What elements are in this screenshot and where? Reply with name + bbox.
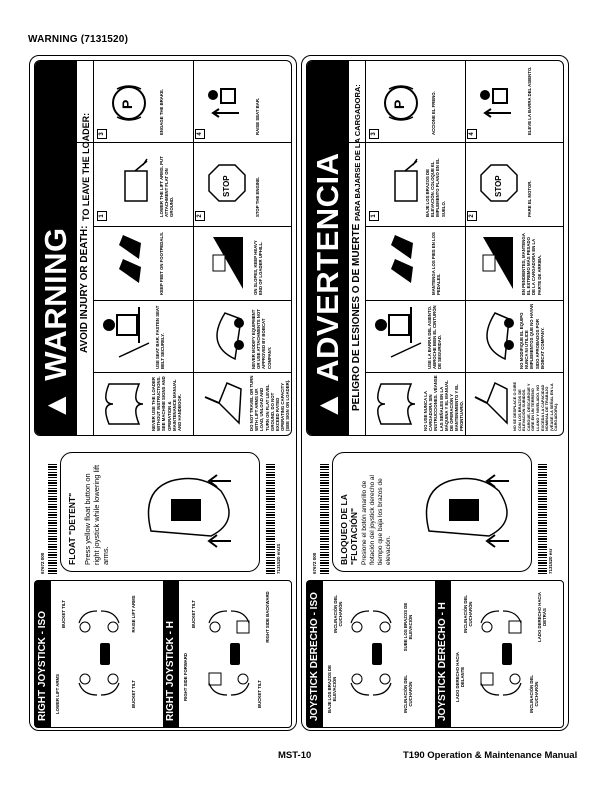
- modified-equipment-icon: [199, 307, 249, 365]
- float-panel: [60, 452, 260, 572]
- joystick-h-label: INCLINACIÓN DEL CUCHARÓN: [463, 595, 473, 633]
- foot-pedal-icon: [99, 233, 151, 293]
- warning-cell-text: USE LA BARRA DEL ASIENTO. ABROCHE BIEN EL CINTURÓN DE SEGURIDAD.: [427, 305, 443, 369]
- warning-cell-text: KEEP FEET ON FOOTPEDALS.: [159, 231, 164, 295]
- step-text: ACCIONE EL FRENO.: [431, 91, 436, 135]
- warning-cell-text: NEVER MODIFY EQUIPMENT OR USE ATTACHMENTS NOT APPROVED BY BOBCAT COMPANY.: [251, 309, 272, 369]
- warning-panel: [34, 60, 292, 436]
- barcode: [266, 464, 275, 574]
- joystick-h-label: RIGHT SIDE FORWARD: [183, 653, 188, 701]
- step-number: 1: [369, 211, 379, 221]
- step-text: ENGAGE THE BRAKE.: [159, 88, 164, 135]
- loader-tip-icon: [471, 375, 515, 429]
- barcode: [538, 464, 547, 574]
- step-text: STOP THE ENGINE.: [255, 176, 260, 217]
- joystick-iso-title: RIGHT JOYSTICK - ISO: [35, 581, 51, 727]
- joystick-arrows-icon: [197, 601, 259, 705]
- joystick-arrows-icon: [67, 601, 129, 705]
- step-number: 2: [195, 211, 205, 221]
- leave-loader-title: TO LEAVE THE LOADER:: [81, 112, 91, 221]
- lower-arms-icon: [105, 155, 155, 211]
- warning-cell-text: NEVER USE THE LOADER WITHOUT INSTRUCTIONS. SEE MACHINE SIGNS AND OPERATION & MAINTENANCE MANUAL AND HANDBOOK.: [151, 376, 183, 431]
- decal-english: [29, 55, 297, 731]
- joystick-panel: [306, 580, 564, 728]
- warning-subtitle: AVOID INJURY OR DEATH:: [79, 225, 90, 353]
- warning-triangle-icon: ▲: [310, 381, 345, 421]
- step-text: BAJE LOS BRAZOS DE ELEVACIÓN. COLOQUE EL IMPLEMENTO PLANO EN EL SUELO.: [425, 158, 446, 217]
- step-number: 1: [97, 211, 107, 221]
- step-text: ELEVE LA BARRA DEL ASIENTO.: [527, 66, 532, 135]
- joystick-iso-label: BUCKET TILT: [131, 680, 136, 708]
- joystick-h-label: LADO DERECHO HACIA DETRÁS: [537, 592, 547, 642]
- joystick-arrows-icon: [339, 601, 401, 705]
- joystick-h-label: BUCKET TILT: [257, 680, 262, 708]
- warning-subtitle: PELIGRO DE LESIONES O DE MUERTE: [351, 223, 362, 411]
- float-title: FLOAT "DETENT": [67, 492, 77, 565]
- part-number: 7131520 enUS: [276, 543, 281, 574]
- warning-panel: [306, 60, 564, 436]
- joystick-iso-label: SUBE LOS BRAZOS DE ELEVACIÓN: [403, 602, 413, 652]
- warning-cell-text: NO USE NUNCA LA CARGADORA SIN INSTRUCCIONES. VÉANSE LAS SEÑALES EN LA MÁQUINA Y EL MANUAL DE OPERACIÓN Y MANTENIMIENTO Y EL PRONTUARIO.: [423, 375, 465, 431]
- warning-cell-text: MANTENGA LOS PIES EN LOS PEDALES.: [431, 232, 442, 295]
- step-number: 3: [369, 129, 379, 139]
- step-text: LOWER THE LIFT ARMS. PUT ATTACHMENT FLAT ON GROUND.: [159, 156, 175, 217]
- float-title: BLOQUEO DE LA "FLOTACIÓN": [339, 494, 359, 565]
- warning-triangle-icon: ▲: [38, 380, 73, 421]
- float-text: Press yellow float button on right joystick while lowering lift arms.: [83, 464, 110, 565]
- warning-cell-text: NO MODIFIQUE EL EQUIPO NUNCA NI UTILICE IMPLEMENTOS QUE NO HAYAN SIDO APROBADOS POR BOBCAT COMPANY.: [519, 303, 545, 369]
- page-heading: WARNING (7131520): [28, 34, 129, 45]
- joystick-iso-label: BAJE LOS BRAZOS DE ELEVACIÓN: [327, 665, 337, 713]
- foot-pedal-icon: [371, 233, 423, 293]
- warning-cell-text: NO SE DESPLACE O GIRE CON LOS BRAZOS DE ELEVACIÓN SUBIDOS. CARGUE, DESCARGUE Y GIRE EN UN TERRENO LLANO Y NIVELADO. NO EXCEDA LA CAPACIDAD NOMINAL DE TRABAJO (VÉASE LA SEÑAL EN LA CARGADORA).: [512, 381, 559, 431]
- footer-page-number: MST-10: [278, 750, 312, 761]
- slope-icon: [199, 233, 249, 293]
- joystick-hand-icon: [409, 461, 525, 561]
- seat-belt-icon: [371, 307, 423, 365]
- warning-cell-text: ON SLOPES, KEEP HEAVY END OF LOADER UPHILL.: [253, 240, 264, 295]
- joystick-iso-label: BUCKET TILT: [61, 600, 66, 628]
- joystick-iso-label: INCLINACIÓN DEL CUCHARÓN: [403, 675, 413, 713]
- joystick-h-title: JOYSTICK DERECHO - H: [435, 581, 451, 727]
- brake-symbol: P: [391, 99, 407, 109]
- stop-sign-label: STOP: [222, 175, 231, 197]
- warning-banner: ▲ ADVERTENCIA: [307, 61, 349, 435]
- warning-cell-text: EN PENDIENTES, MANTENGA EL EXTREMO MÁS PESADO DE LA CARGADORA EN LA PARTE DE ARRIBA.: [521, 233, 542, 295]
- step-number: 2: [467, 211, 477, 221]
- float-text: Presione el botón amarillo de flotación del joystick derecho al tiempo que baja los brazos de elevación.: [361, 475, 392, 565]
- seat-belt-icon: [99, 307, 151, 365]
- step-number: 4: [467, 129, 477, 139]
- joystick-h-label: BUCKET TILT: [191, 600, 196, 628]
- seat-bar-icon: [205, 79, 249, 123]
- lower-arms-icon: [377, 155, 423, 211]
- joystick-h-label: LADO DERECHO HACIA DELANTE: [455, 652, 465, 702]
- manual-book-icon: [99, 379, 149, 429]
- joystick-iso-label: INCLINACIÓN DEL CUCHARÓN: [333, 595, 343, 633]
- joystick-iso-label: RAISE LIFT ARMS: [131, 595, 136, 633]
- joystick-panel: [34, 580, 292, 728]
- step-number: 3: [97, 129, 107, 139]
- step-text: PARE EL MOTOR.: [527, 180, 532, 217]
- barcode: [48, 464, 57, 574]
- manual-book-icon: [371, 379, 421, 429]
- slope-icon: [471, 233, 517, 293]
- joystick-iso-title: JOYSTICK DERECHO - ISO: [307, 581, 323, 727]
- part-number: 7131520 esr: [548, 548, 553, 574]
- warning-cell-text: DO NOT TRAVEL OR TURN WITH LIFT ARMS UP. LOAD, UNLOAD AND TURN ON FLAT LEVEL GROUND. DO NOT EXCEED RATED OPERATING CAPACITY (SEE SIGN ON LOADER).: [249, 375, 291, 431]
- leave-loader-title: PARA BAJARSE DE LA CARGADORA:: [353, 84, 362, 221]
- warning-cell-text: USE SEAT BAR. FASTEN SEAT BELT SECURELY.: [155, 305, 166, 369]
- seat-bar-icon: [477, 79, 521, 123]
- step-number: 4: [195, 129, 205, 139]
- footer-manual-title: T190 Operation & Maintenance Manual: [403, 750, 578, 761]
- joystick-h-label: INCLINACIÓN DEL CUCHARÓN: [529, 675, 539, 713]
- joystick-hand-icon: [131, 461, 251, 561]
- float-panel: [332, 452, 532, 572]
- brake-symbol: P: [119, 99, 135, 109]
- joystick-iso-label: LOWER LIFT ARMS: [55, 674, 60, 714]
- part-number: 67672 000: [312, 552, 317, 574]
- loader-tip-icon: [199, 375, 249, 429]
- step-text: RAISE SEAT BAR.: [255, 97, 260, 135]
- joystick-h-label: RIGHT SIDE BACKWARD: [265, 591, 270, 643]
- joystick-h-title: RIGHT JOYSTICK - H: [163, 581, 179, 727]
- stop-sign-label: STOP: [494, 175, 503, 197]
- decal-spanish: [301, 55, 569, 731]
- joystick-arrows-icon: [469, 601, 531, 705]
- modified-equipment-icon: [471, 307, 517, 365]
- barcode: [320, 464, 329, 574]
- part-number: 67672 000: [40, 552, 45, 574]
- warning-banner: ▲ WARNING: [35, 61, 77, 435]
